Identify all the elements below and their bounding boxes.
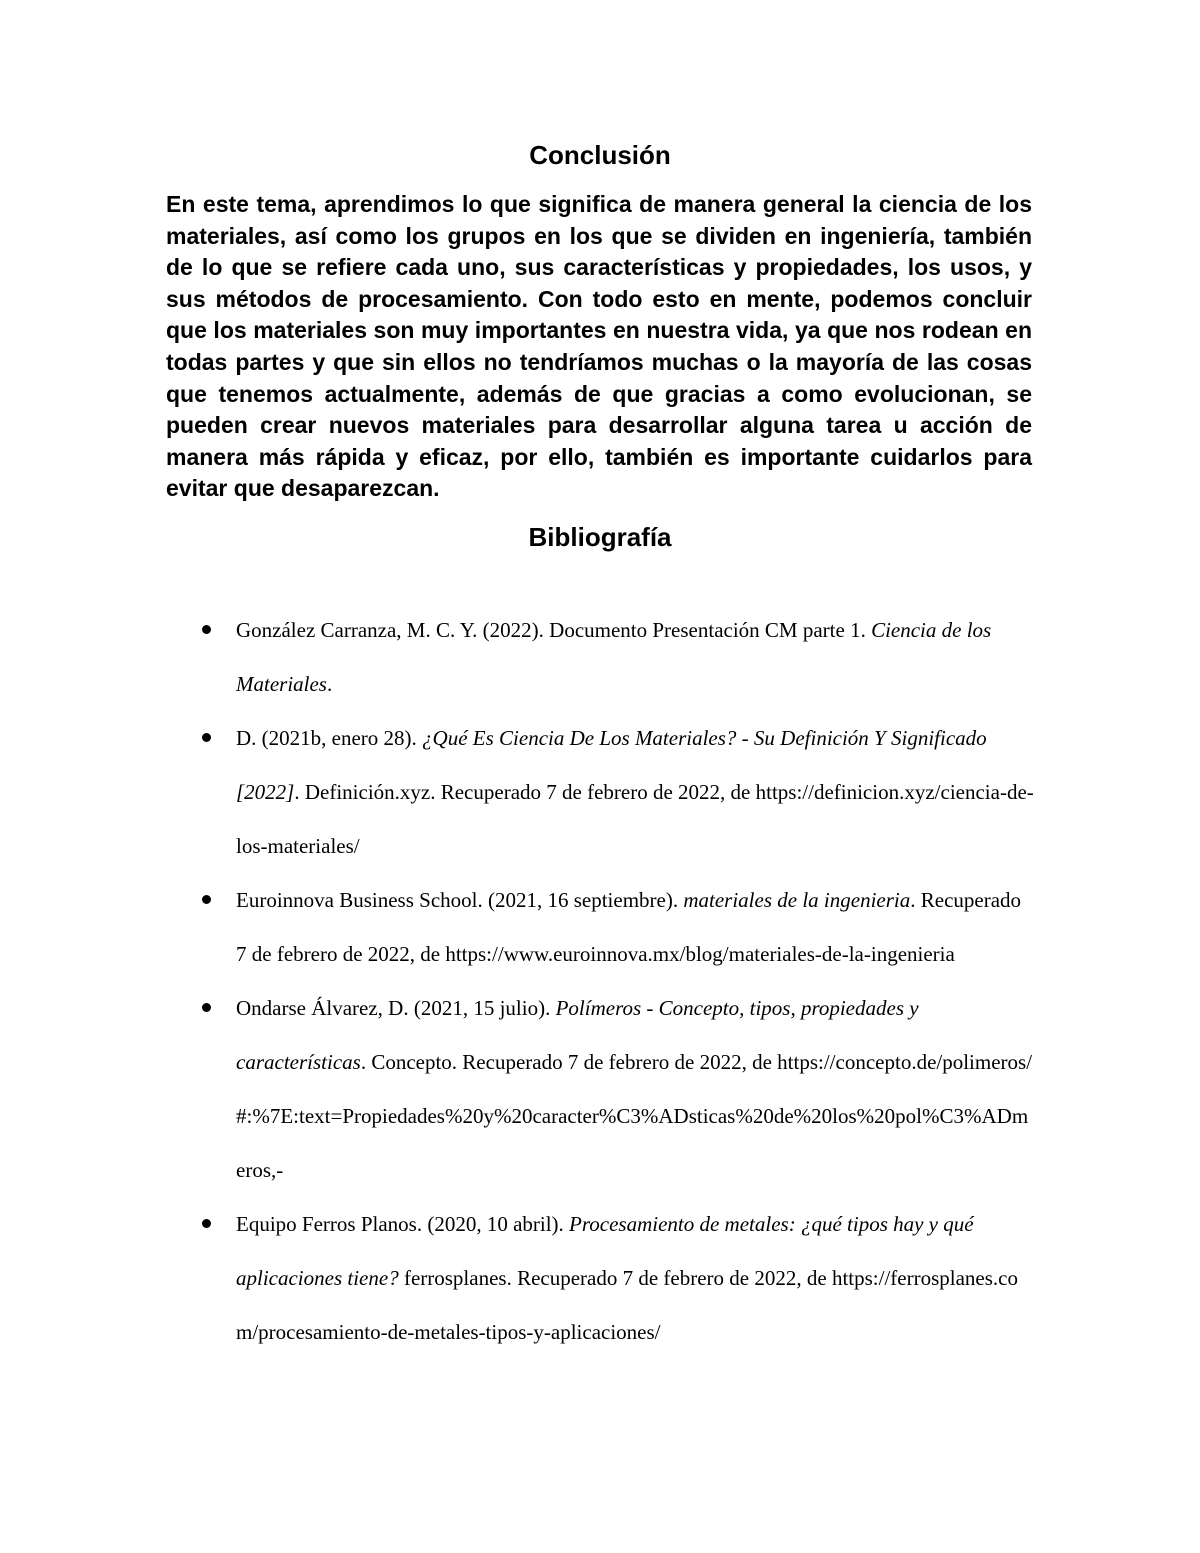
reference-item bbox=[236, 873, 1036, 981]
reference-title: ¿Qué Es Ciencia De Los Materiales? - Su Definición Y Significado [2022] bbox=[236, 726, 987, 804]
reference-item bbox=[236, 603, 1036, 711]
reference-title: Procesamiento de metales: ¿qué tipos hay y qué aplicaciones tiene? bbox=[236, 1212, 974, 1290]
reference-source: . bbox=[326, 672, 333, 696]
reference-url[interactable]: https://concepto.de/polimeros/#:%7E:text=Propiedades%20y%20caracter%C3%ADsticas%20de%20los%20pol%C3%ADmeros,- bbox=[236, 1050, 1033, 1182]
reference-source: . Definición.xyz. Recuperado 7 de febrero de 2022, de bbox=[294, 780, 756, 804]
reference-item bbox=[236, 981, 1036, 1197]
bullet-icon bbox=[202, 733, 211, 742]
reference-title: materiales de la ingenieria bbox=[683, 888, 911, 912]
reference-title: Polímeros - Concepto, tipos, propiedades y características bbox=[236, 996, 919, 1074]
reference-url[interactable]: https://www.euroinnova.mx/blog/materiales-de-la-ingenieria bbox=[445, 942, 955, 966]
reference-source: . Recuperado 7 de febrero de 2022, de bbox=[236, 888, 1022, 966]
reference-item bbox=[236, 1197, 1036, 1359]
reference-authors: Euroinnova Business School. (2021, 16 septiembre). bbox=[236, 888, 684, 912]
conclusion-heading: Conclusión bbox=[529, 140, 671, 170]
bullet-icon bbox=[202, 1219, 211, 1228]
reference-source: . Concepto. Recuperado 7 de febrero de 2022, de bbox=[360, 1050, 778, 1074]
bullet-icon bbox=[202, 1003, 211, 1012]
reference-source: ferrosplanes. Recuperado 7 de febrero de 2022, de bbox=[398, 1266, 832, 1290]
reference-text bbox=[236, 603, 1036, 711]
conclusion-paragraph: En este tema, aprendimos lo que significa de manera general la ciencia de los materiales, así como los grupos en los que se dividen en ingeniería, también de lo que se refiere cada uno, sus características y propiedades, los usos, y sus métodos de procesamiento. Con todo esto en mente, podemos concluir que los materiales son muy importantes en nuestra vida, ya que nos rodean en todas partes y que sin ellos no tendríamos muchas o la mayoría de las cosas que tenemos actualmente, además de que gracias a como evolucionan, se pueden crear nuevos materiales para desarrollar alguna tarea u acción de manera más rápida y eficaz, por ello, también es importante cuidarlos para evitar que desaparezcan. bbox=[166, 191, 1032, 502]
reference-list bbox=[236, 603, 1036, 1359]
reference-text bbox=[236, 1197, 1036, 1359]
reference-item bbox=[236, 711, 1036, 873]
reference-authors: D. (2021b, enero 28). bbox=[236, 726, 423, 750]
reference-url[interactable]: https://ferrosplanes.com/procesamiento-de-metales-tipos-y-aplicaciones/ bbox=[236, 1266, 1018, 1344]
bullet-icon bbox=[202, 895, 211, 904]
reference-text bbox=[236, 873, 1036, 981]
bullet-icon bbox=[202, 625, 211, 634]
bibliography-heading: Bibliografía bbox=[528, 522, 672, 552]
reference-text bbox=[236, 711, 1036, 873]
reference-authors: González Carranza, M. C. Y. (2022). Documento Presentación CM parte 1. bbox=[236, 618, 872, 642]
reference-authors: Ondarse Álvarez, D. (2021, 15 julio). bbox=[236, 996, 556, 1020]
reference-url[interactable]: https://definicion.xyz/ciencia-de-los-materiales/ bbox=[236, 780, 1034, 858]
reference-authors: Equipo Ferros Planos. (2020, 10 abril). bbox=[236, 1212, 570, 1236]
reference-text bbox=[236, 981, 1036, 1197]
reference-title: Ciencia de los Materiales bbox=[236, 618, 992, 696]
